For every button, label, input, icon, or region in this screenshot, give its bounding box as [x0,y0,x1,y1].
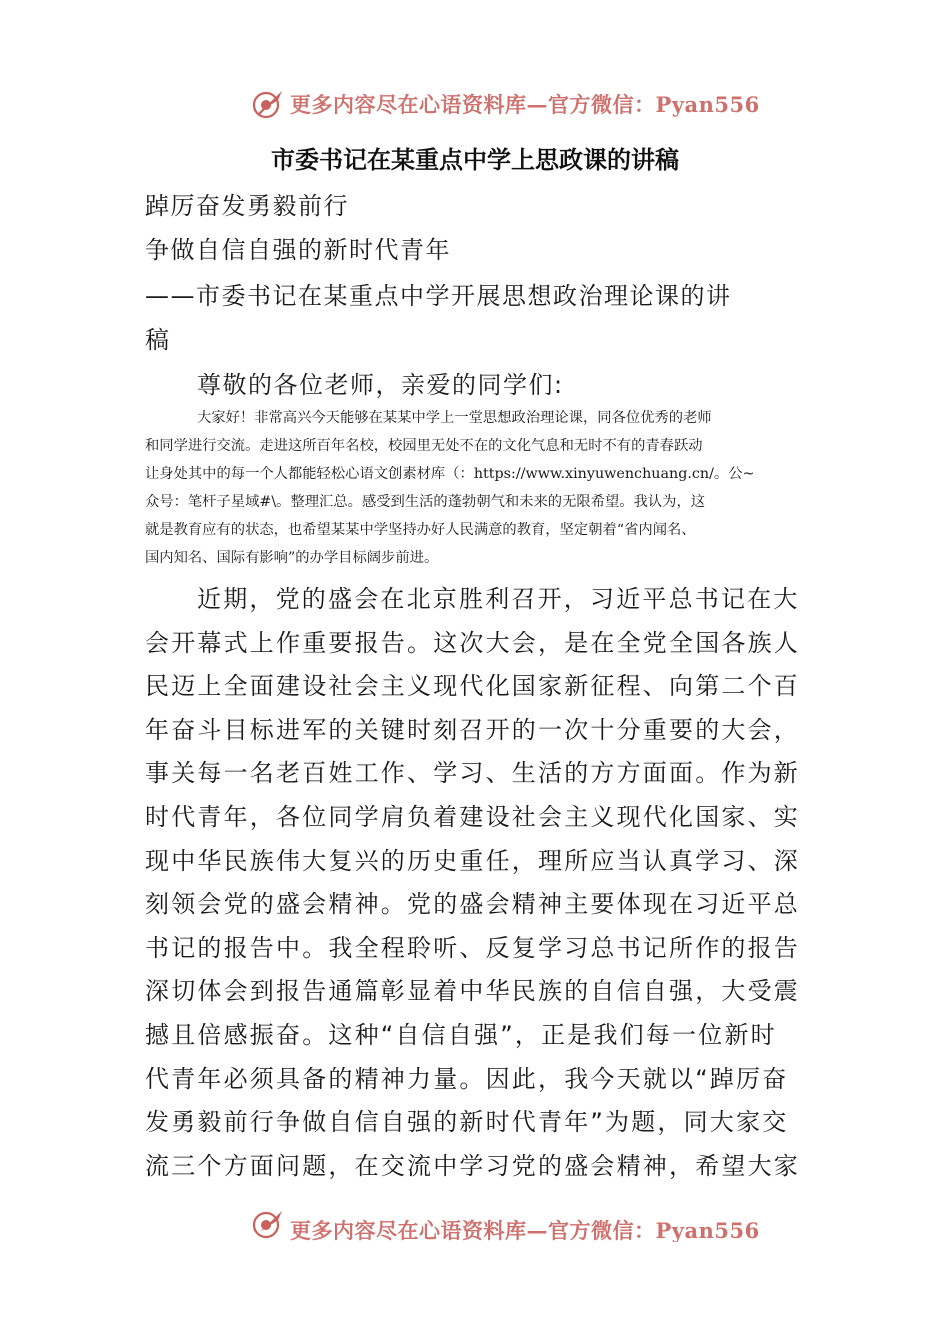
body-line: 事关每一名老百姓工作、学习、生活的方方面面。作为新 [145,759,800,788]
body-line: 撼且倍感振奋。这种“自信自强”，正是我们每一位新时 [145,1020,777,1049]
document-title: 市委书记在某重点中学上思政课的讲稿 [271,145,679,174]
intro-line: 国内知名、国际有影响”的办学目标阔步前进。 [145,550,439,566]
body-line: 发勇毅前行争做自信自强的新时代青年”为题，同大家交 [145,1108,789,1137]
body-line: 会开幕式上作重要报告。这次大会，是在全党全国各族人 [145,628,800,657]
body-line: 深切体会到报告通篇彰显着中华民族的自信自强，大受震 [145,977,800,1006]
quill-logo-icon [252,1208,286,1240]
body-paragraph [145,578,810,1188]
body-line: 流三个方面问题，在交流中学习党的盛会精神，希望大家 [145,1151,800,1180]
intro-line: 让身处其中的每一个人都能轻松心语文创素材库（：https://www.xinyuwenchuang.cn/。公~ [145,466,755,482]
body-line: 近期，党的盛会在北京胜利召开，习近平总书记在大 [197,585,800,613]
subtitle-line-3: ——市委书记在某重点中学开展思想政治理论课的讲 [145,282,732,310]
quill-logo-icon [252,88,286,120]
salutation: 尊敬的各位老师，亲爱的同学们: [197,371,564,399]
body-line: 时代青年，各位同学肩负着建设社会主义现代化国家、实 [145,802,800,831]
subtitle-line-2: 争做自信自强的新时代青年 [145,236,451,264]
banner-text: 更多内容尽在心语资料库—官方微信：Pyan556 [290,92,760,117]
subtitle-line-3-continued: 稿 [145,326,171,354]
body-line: 民迈上全面建设社会主义现代化国家新征程、向第二个百 [145,672,800,701]
subtitle-line-1: 踔厉奋发勇毅前行 [145,192,349,220]
footer-watermark-banner [252,1206,760,1242]
intro-line: 大家好！非常高兴今天能够在某某中学上一堂思想政治理论课，同各位优秀的老师 [197,410,712,426]
intro-line: 众号：笔杆子星域#\。整理汇总。感受到生活的蓬勃朝气和未来的无限希望。我认为，这 [145,494,706,510]
body-line: 年奋斗目标进军的关键时刻召开的一次十分重要的大会， [145,715,800,744]
header-watermark-banner [252,84,760,124]
body-line: 代青年必须具备的精神力量。因此，我今天就以“踔厉奋 [145,1064,789,1093]
intro-paragraph [145,404,810,572]
banner-text: 更多内容尽在心语资料库—官方微信：Pyan556 [290,1218,760,1242]
intro-line: 就是教育应有的状态，也希望某某中学坚持办好人民满意的教育，坚定朝着“省内闻名、 [145,522,696,538]
body-line: 现中华民族伟大复兴的历史重任，理所应当认真学习、深 [145,846,800,875]
body-line: 书记的报告中。我全程聆听、反复学习总书记所作的报告 [145,933,800,962]
body-line: 刻领会党的盛会精神。党的盛会精神主要体现在习近平总 [145,890,800,919]
intro-line: 和同学进行交流。走进这所百年名校，校园里无处不在的文化气息和无时不有的青春跃动 [145,438,703,454]
